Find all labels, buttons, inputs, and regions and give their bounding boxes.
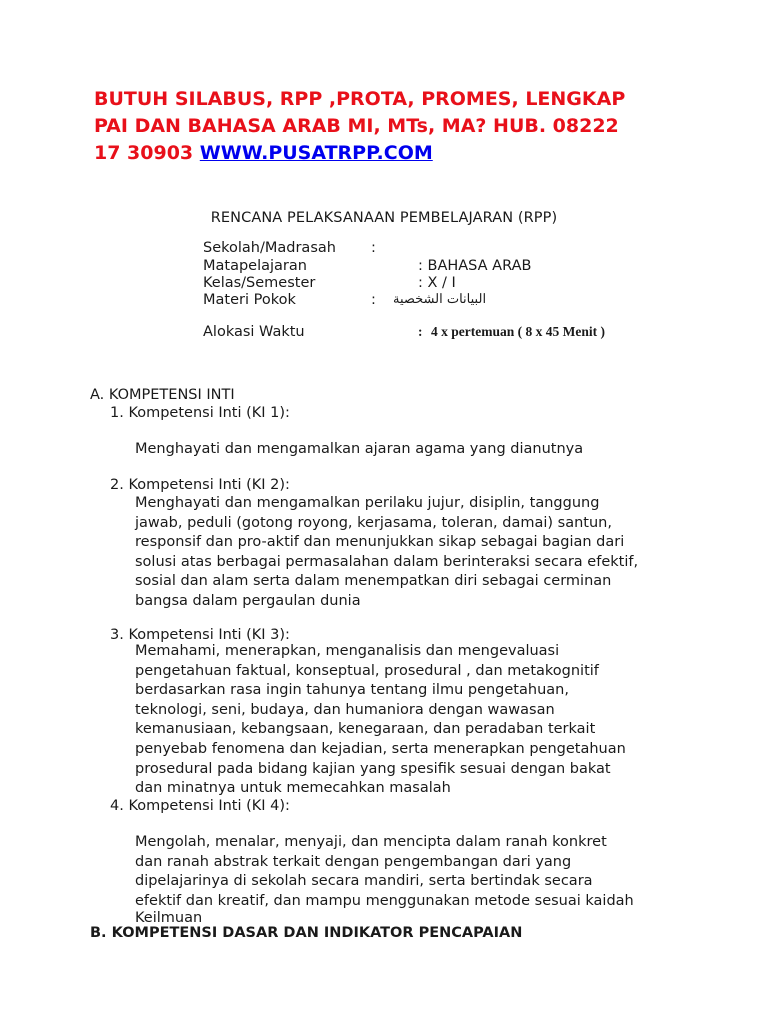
ki3-label: 3. Kompetensi Inti (KI 3): [110,627,290,643]
ki2-line: sosial dan alam serta dalam menempatkan diri sebagai cerminan [135,573,612,590]
ki2-line: solusi atas berbagai permasalahan dalam berinteraksi secara efektif, [135,553,639,570]
ki3-text [135,642,695,799]
ki4-line: efektif dan kreatif, dan mampu menggunakan metode sesuai kaidah [135,892,634,909]
alokasi-value: 4 x pertemuan ( 8 x 45 Menit ) [431,324,605,339]
alokasi-separator: : [418,324,423,339]
ki2-label: 2. Kompetensi Inti (KI 2): [110,477,290,493]
ki4-label: 4. Kompetensi Inti (KI 4): [110,798,290,814]
document-title: RENCANA PELAKSANAAN PEMBELAJARAN (RPP) [210,210,558,226]
ki1-label: 1. Kompetensi Inti (KI 1): [110,405,290,421]
ki3-line: penyebab fenomena dan kejadian, serta menerapkan pengetahuan [135,740,626,757]
materi-separator: : [371,292,376,308]
ki1-line: Menghayati dan mengamalkan ajaran agama yang dianutnya [135,441,584,457]
section-b-heading: B. KOMPETENSI DASAR DAN INDIKATOR PENCAPAIAN [90,925,523,941]
website-link[interactable]: WWW.PUSATRPP.COM [199,142,433,164]
ki3-line: teknologi, seni, budaya, dan humaniora dengan wawasan [135,701,555,718]
ki3-line: Memahami, menerapkan, menganalisis dan mengevaluasi [135,643,560,659]
ki2-text [135,494,695,612]
mapel-label: Matapelajaran [203,258,307,274]
ki3-line: kemanusiaan, kebangsaan, kenegaraan, dan peradaban terkait [135,721,596,738]
banner-phone: 17 30903 [94,142,200,164]
ki3-line: dan minatnya untuk memecahkan masalah [135,780,451,797]
promo-banner [94,86,694,167]
ki2-line: Menghayati dan mengamalkan perilaku jujur, disiplin, tanggung [135,495,600,511]
kelas-value: : X / I [418,275,456,291]
section-a-heading: A. KOMPETENSI INTI [90,387,235,403]
ki2-line: responsif dan pro-aktif dan menunjukkan sikap sebagai bagian dari [135,534,625,551]
ki1-text [135,440,695,460]
ki3-line: pengetahuan faktual, konseptual, prosedural , dan metakognitif [135,662,599,679]
ki3-line: berdasarkan rasa ingin tahunya tentang ilmu pengetahuan, [135,682,569,699]
materi-value: البيانات الشخصية [393,292,487,307]
ki4-line: dipelajarinya di sekolah secara mandiri, serta bertindak secara [135,873,593,890]
banner-line-3 [94,140,694,167]
mapel-value: : BAHASA ARAB [418,258,532,274]
ki2-line: jawab, peduli (gotong royong, kerjasama, toleran, damai) santun, [135,514,612,531]
sekolah-separator: : [371,240,376,256]
ki4-line: dan ranah abstrak terkait dengan pengembangan dari yang [135,853,572,870]
sekolah-label: Sekolah/Madrasah [203,240,336,256]
ki4-text [135,833,695,925]
ki2-line: bangsa dalam pergaulan dunia [135,592,361,609]
alokasi-label: Alokasi Waktu [203,324,305,340]
ki3-line: prosedural pada bidang kajian yang spesifik sesuai dengan bakat [135,760,611,777]
banner-line-1: BUTUH SILABUS, RPP ,PROTA, PROMES, LENGKAP [94,88,626,110]
ki4-line: Mengolah, menalar, menyaji, dan mencipta dalam ranah konkret [135,834,607,850]
materi-label: Materi Pokok [203,292,296,308]
banner-line-2: PAI DAN BAHASA ARAB MI, MTs, MA? HUB. 08222 [94,115,619,137]
kelas-label: Kelas/Semester [203,275,316,291]
ki4-line: Keilmuan [135,910,203,927]
